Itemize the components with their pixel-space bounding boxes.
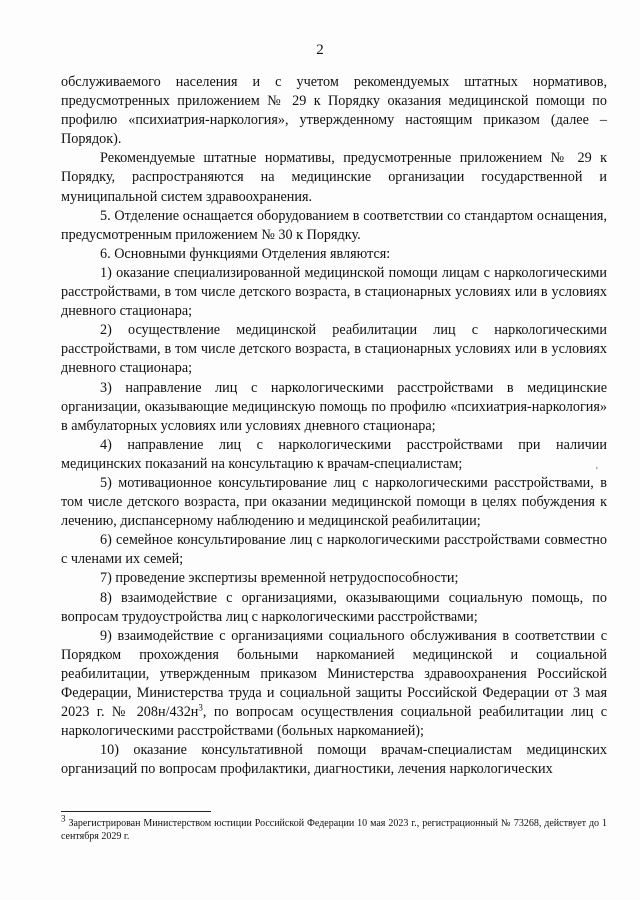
paragraph — [61, 149, 607, 206]
footnote — [61, 813, 607, 843]
page-number: 2 — [316, 42, 324, 58]
paragraph — [61, 264, 607, 321]
paragraph — [61, 245, 607, 264]
paragraph — [61, 474, 607, 531]
paragraph-text: 8) взаимодействие с организациями, оказывающими социальную помощь, по вопросам трудоустройства лиц с наркологическими расстройствами; — [61, 589, 607, 625]
paragraph-text: 2) осуществление медицинской реабилитации лиц с наркологическими расстройствами, в том числе детского возраста, в стационарных условиях или в условиях дневного стационара; — [61, 322, 607, 377]
paragraph — [61, 569, 607, 588]
paragraph — [61, 73, 607, 149]
paragraph-text: 9) взаимодействие с организациями социального обслуживания в соответствии с Порядком прохождения больными наркоманией медицинской и социальной реабилитации, утвержденным приказом Министерства здравоохранения Российской Федерации, Министерства труда и социальной защиты Российской Федерации от 3 мая 2023 г. № 208н/432н — [61, 627, 607, 721]
paragraph-text: 3) направление лиц с наркологическими расстройствами в медицинские организации, оказывающие медицинскую помощь по профилю «психиатрия-наркология» в амбулаторных условиях или условиях дневного стационара; — [61, 379, 607, 434]
paragraph-text: 5) мотивационное консультирование лиц с наркологическими расстройствами, в том числе детского возраста, при оказании медицинской помощи в целях побуждения к лечению, диспансерному наблюдению и медицинской реабилитации; — [61, 474, 607, 530]
paragraph-text: Рекомендуемые штатные нормативы, предусмотренные приложением № 29 к Порядку, распространяются на медицинские организации государственной и муниципальной систем здравоохранения. — [61, 150, 607, 205]
paragraph — [61, 589, 607, 627]
paragraph-text: 1) оказание специализированной медицинской помощи лицам с наркологическими расстройствами, в том числе детского возраста, в стационарных условиях или в условиях дневного стационара; — [61, 264, 607, 320]
paragraph-text: 5. Отделение оснащается оборудованием в соответствии со стандартом оснащения, предусмотренным приложением № 30 к Порядку. — [61, 207, 607, 243]
paragraph — [61, 379, 607, 436]
paragraph-text: 7) проведение экспертизы временной нетрудоспособности; — [100, 570, 459, 587]
paragraph-text: 10) оказание консультативной помощи врачам-специалистам медицинских организаций по вопросам профилактики, диагностики, лечения наркологических — [61, 742, 607, 778]
paragraph-text: 6. Основными функциями Отделения являются: — [100, 245, 391, 262]
paragraph — [61, 436, 607, 474]
document-body — [61, 73, 607, 779]
scan-mark: ' — [596, 466, 598, 477]
paragraph — [61, 741, 607, 779]
paragraph-text: обслуживаемого населения и с учетом рекомендуемых штатных нормативов, предусмотренных приложением № 29 к Порядку оказания медицинской помощи по профилю «психиатрия-наркология», утвержденному настоящим приказом (далее – Порядок). — [61, 74, 607, 148]
paragraph-text: 6) семейное консультирование лиц с наркологическими расстройствами совместно с членами их семей; — [61, 532, 607, 568]
footnote-text: Зарегистрирован Министерством юстиции Российской Федерации 10 мая 2023 г., регистрационный № 73268, действует до 1 сентября 2029 г. — [61, 818, 607, 842]
paragraph-text-continued: , по вопросам осуществления социальной реабилитации лиц с наркологическими расстройствами (больных наркоманией); — [61, 704, 607, 740]
paragraph — [61, 531, 607, 569]
paragraph — [61, 627, 607, 742]
footnote-separator — [61, 811, 211, 812]
footnote-reference: 3 — [198, 702, 203, 713]
footnote-number: 3 — [61, 813, 66, 824]
paragraph-text: 4) направление лиц с наркологическими расстройствами при наличии медицинских показаний на консультацию к врачам-специалистам; — [61, 436, 607, 472]
paragraph — [61, 321, 607, 378]
paragraph — [61, 207, 607, 245]
